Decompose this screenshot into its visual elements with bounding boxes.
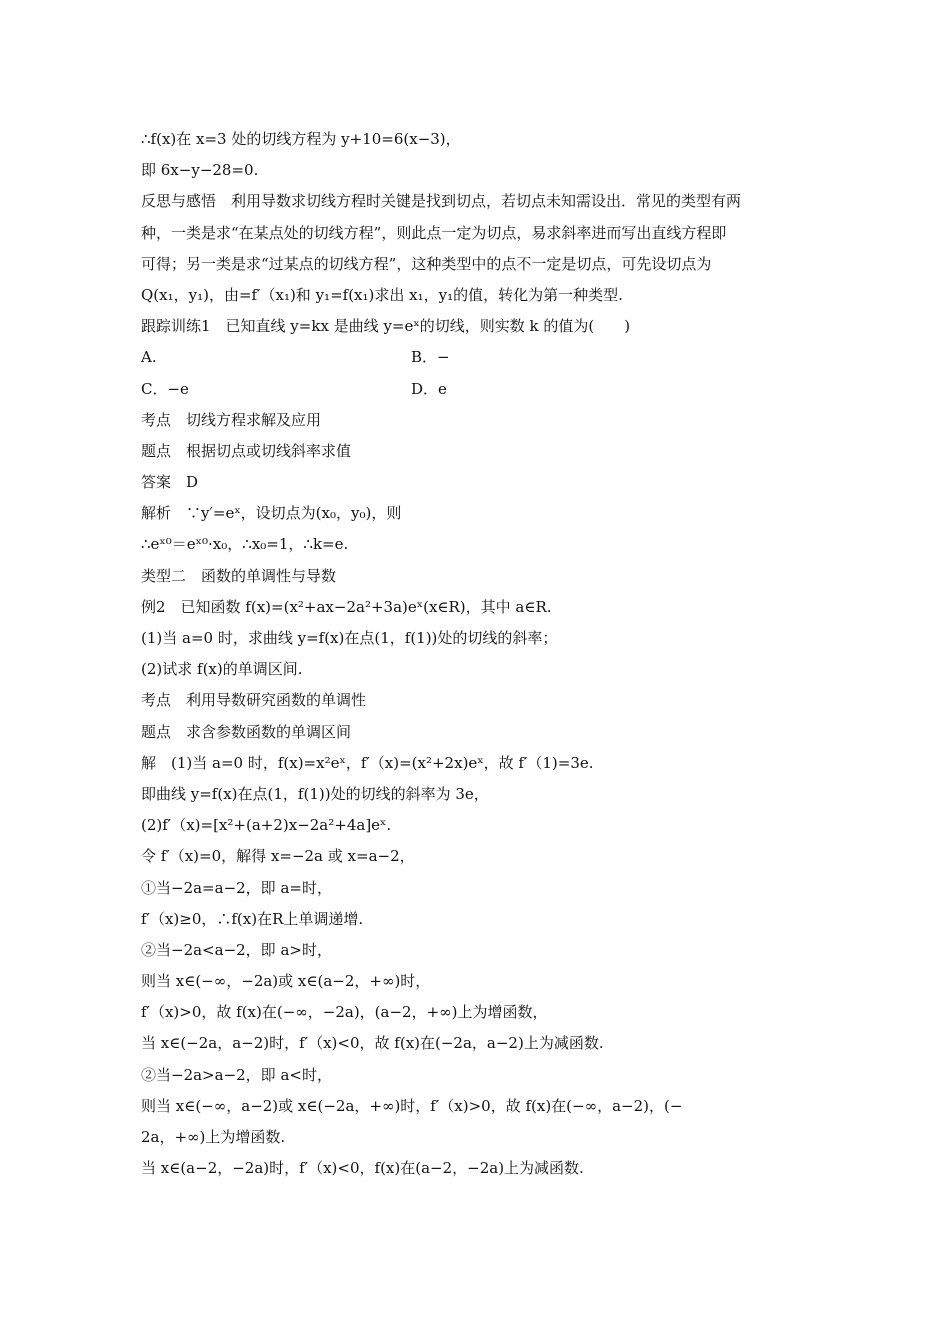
text-line: 令 f′（x)=0，解得 x=−2a 或 x=a−2， — [141, 847, 415, 866]
text-line: 反思与感悟 利用导数求切线方程时关键是找到切点，若切点未知需设出．常见的类型有两 — [141, 192, 742, 211]
text-line: 答案 D — [141, 473, 199, 492]
text-line: 跟踪训练1 已知直线 y=kx 是曲线 y=eˣ的切线，则实数 k 的值为( ) — [141, 317, 631, 336]
text-line: 即曲线 y=f(x)在点(1，f(1))处的切线的斜率为 3e， — [141, 784, 489, 803]
text-line: (2)试求 f(x)的单调区间. — [141, 660, 303, 679]
text-line: ∴f(x)在 x=3 处的切线方程为 y+10=6(x−3)， — [141, 130, 461, 148]
text-line: 题点 求含参数函数的单调区间 — [141, 722, 352, 741]
text-line: 则当 x∈(−∞，a−2)或 x∈(−2a，+∞)时，f′（x)>0，故 f(x)在(−∞，a−2)，(− — [141, 1096, 683, 1115]
text-line: 考点 利用导数研究函数的单调性 — [141, 691, 367, 710]
text-line: ①当−2a=a−2，即 a=时， — [141, 878, 332, 897]
text-line: 当 x∈(−2a，a−2)时，f′（x)<0，故 f(x)在(−2a，a−2)上为减函数. — [141, 1034, 604, 1053]
text-line: f′（x)≥0，∴f(x)在R上单调递增. — [141, 909, 364, 928]
text-line: ∴eˣ⁰＝eˣ⁰·x₀，∴x₀=1，∴k=e. — [141, 535, 349, 554]
options-row-cd — [141, 374, 813, 405]
text-line: ②当−2a<a−2，即 a>时， — [141, 940, 332, 959]
text-line: 考点 切线方程求解及应用 — [141, 410, 322, 429]
text-line: 可得；另一类是求“过某点的切线方程”，这种类型中的点不一定是切点，可先设切点为 — [141, 254, 712, 273]
option-d: D．e — [411, 379, 447, 398]
text-line: 种，一类是求“在某点处的切线方程”，则此点一定为切点，易求斜率进而写出直线方程即 — [141, 223, 727, 242]
text-line: 类型二 函数的单调性与导数 — [141, 566, 337, 585]
document-body — [141, 124, 813, 1184]
text-line: 当 x∈(a−2，−2a)时，f′（x)<0，f(x)在(a−2，−2a)上为减函数. — [141, 1159, 584, 1178]
option-c: C．−e — [141, 379, 189, 398]
text-line: 例2 已知函数 f(x)=(x²+ax−2a²+3a)eˣ(x∈R)，其中 a∈R. — [141, 597, 552, 616]
text-line: (1)当 a=0 时，求曲线 y=f(x)在点(1，f(1))处的切线的斜率； — [141, 629, 558, 647]
option-a: A. — [141, 348, 157, 367]
options-row-ab — [141, 342, 813, 373]
text-line: ②当−2a>a−2，即 a<时， — [141, 1065, 332, 1084]
text-line: Q(x₁，y₁)，由=f′（x₁)和 y₁=f(x₁)求出 x₁，y₁的值，转化为第一种类型. — [141, 285, 623, 304]
text-line: 解析 ∵y′=eˣ，设切点为(x₀，y₀)，则 — [141, 504, 402, 523]
text-line: 则当 x∈(−∞，−2a)或 x∈(a−2，+∞)时， — [141, 972, 431, 991]
option-b: B．− — [411, 348, 450, 367]
text-line: 2a，+∞)上为增函数. — [141, 1128, 286, 1146]
text-line: f′（x)>0，故 f(x)在(−∞，−2a)，(a−2，+∞)上为增函数， — [141, 1003, 548, 1022]
text-line: 题点 根据切点或切线斜率求值 — [141, 441, 352, 460]
text-line: (2)f′（x)=[x²+(a+2)x−2a²+4a]eˣ. — [141, 816, 392, 835]
text-line: 即 6x−y−28=0. — [141, 161, 259, 180]
text-line: 解 (1)当 a=0 时，f(x)=x²eˣ，f′（x)=(x²+2x)eˣ，故 f′（1)=3e. — [141, 753, 594, 772]
